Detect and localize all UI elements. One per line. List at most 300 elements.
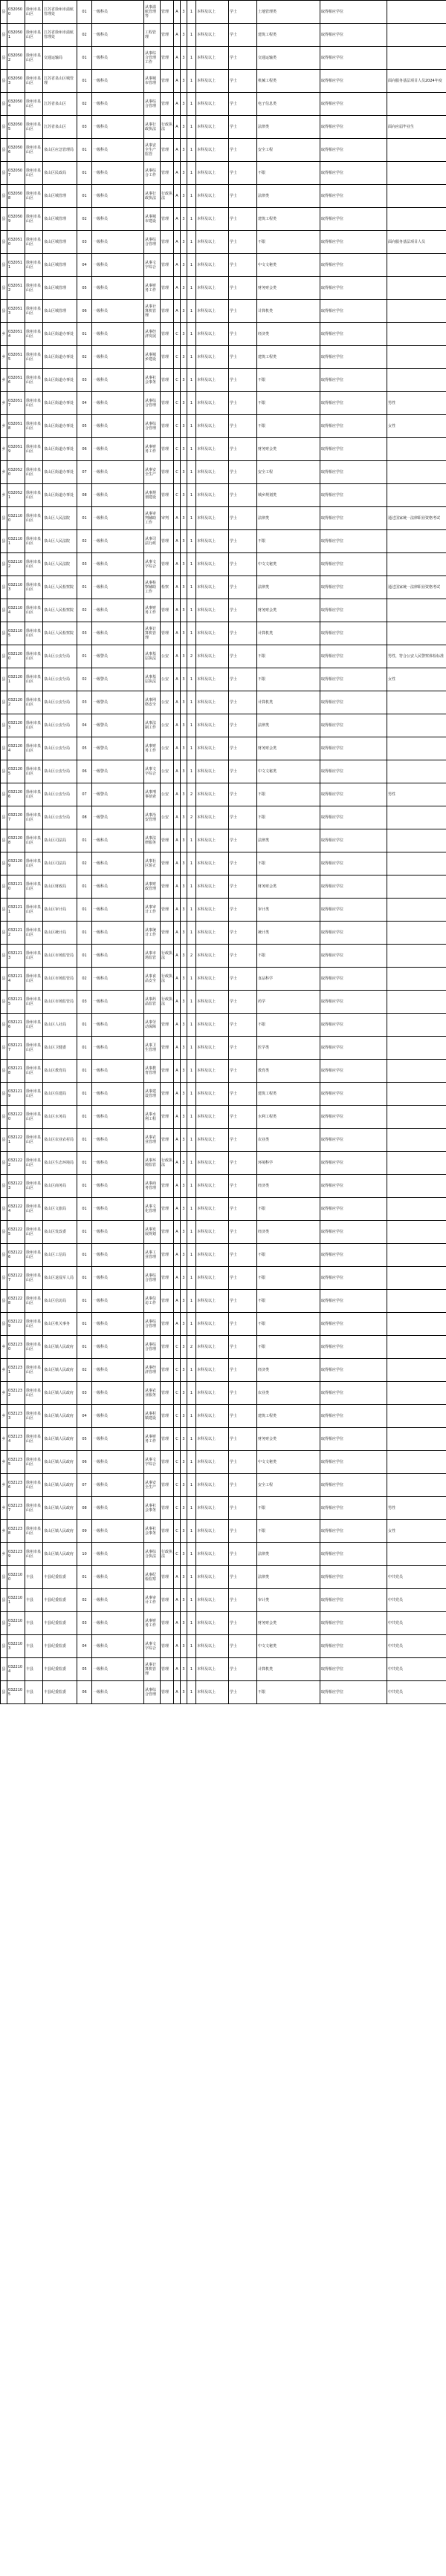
- table-cell: 取得相应学位: [320, 24, 387, 47]
- table-cell: 从事卫生管理: [144, 1037, 161, 1060]
- table-cell: 从事财务工作: [144, 1612, 161, 1635]
- table-cell: 3: [181, 622, 187, 645]
- table-cell: 泉山区财政局: [43, 875, 77, 899]
- table-cell: 计算机类: [257, 1658, 320, 1681]
- table-cell: 0321212: [7, 922, 25, 945]
- table-cell: 徐州市泉山区: [25, 783, 43, 806]
- table-cell: 法律类: [257, 829, 320, 852]
- table-cell: 3: [181, 1083, 187, 1106]
- table-cell: 1: [187, 1267, 196, 1290]
- table-cell: [387, 852, 446, 875]
- table-cell: 1: [187, 1497, 196, 1520]
- table-cell: 法律类: [257, 1566, 320, 1589]
- table-cell: 泉山区教育局: [43, 1060, 77, 1083]
- table-cell: 学士: [229, 1382, 257, 1405]
- table-cell: 从事安全生产监管: [144, 139, 161, 162]
- table-cell: [387, 277, 446, 300]
- table-cell: 不限: [257, 1267, 320, 1290]
- table-cell: 管理: [161, 1221, 174, 1244]
- table-cell: 学士: [229, 461, 257, 484]
- table-cell: 一级科员: [92, 507, 144, 530]
- table-cell: A: [174, 1267, 181, 1290]
- table-cell: [387, 484, 446, 507]
- table-cell: 3: [181, 968, 187, 991]
- table-cell: 本科及以上: [196, 1037, 229, 1060]
- table-cell: 3: [181, 1014, 187, 1037]
- table-cell: 本科及以上: [196, 1313, 229, 1336]
- table-cell: 本科及以上: [196, 484, 229, 507]
- table-cell: 0322100: [7, 1566, 25, 1589]
- table-cell: [387, 1221, 446, 1244]
- table-cell: 1: [187, 1313, 196, 1336]
- table-row: [1, 1359, 446, 1382]
- table-cell: 本科及以上: [196, 438, 229, 461]
- table-cell: 取得相应学位: [320, 1359, 387, 1382]
- table-cell: 一级科员: [92, 945, 144, 968]
- table-row: [1, 622, 446, 645]
- table-row: [1, 1083, 446, 1106]
- table-cell: 从事财务工作: [144, 737, 161, 760]
- table-cell: 不限: [257, 852, 320, 875]
- table-cell: 1: [187, 968, 196, 991]
- table-row: [1, 1175, 446, 1198]
- table-cell: 取得相应学位: [320, 1, 387, 24]
- table-cell: 1: [187, 438, 196, 461]
- table-cell: 不限: [257, 806, 320, 829]
- table-cell: 管理: [161, 461, 174, 484]
- table-cell: 01: [77, 829, 92, 852]
- table-cell: 取得相应学位: [320, 1129, 387, 1152]
- table-cell: 县: [1, 714, 7, 737]
- table-cell: 一级科员: [92, 1290, 144, 1313]
- table-cell: A: [174, 185, 181, 208]
- table-cell: 不限: [257, 1244, 320, 1267]
- table-cell: 徐州市泉山区: [25, 116, 43, 139]
- table-cell: 泉山区公安分局: [43, 737, 77, 760]
- table-cell: 徐州市泉山区: [25, 1014, 43, 1037]
- table-cell: [387, 139, 446, 162]
- table-cell: 0321101: [7, 530, 25, 553]
- table-cell: 管理: [161, 1014, 174, 1037]
- table-cell: 01: [77, 1060, 92, 1083]
- table-cell: 乡: [1, 1474, 7, 1497]
- table-cell: 学士: [229, 70, 257, 93]
- table-cell: 3: [181, 783, 187, 806]
- table-cell: 徐州市泉山区: [25, 1221, 43, 1244]
- table-cell: 泉山区公安分局: [43, 714, 77, 737]
- table-cell: 一级警员: [92, 806, 144, 829]
- table-cell: 不限: [257, 415, 320, 438]
- table-cell: A: [174, 1037, 181, 1060]
- table-cell: 公安: [161, 668, 174, 691]
- table-cell: 1: [187, 1589, 196, 1612]
- table-cell: 0322105: [7, 1681, 25, 1704]
- table-cell: 安全工程: [257, 139, 320, 162]
- table-cell: [387, 300, 446, 323]
- table-row: [1, 1313, 446, 1336]
- table-cell: 一级科员: [92, 1589, 144, 1612]
- table-cell: 不限: [257, 1520, 320, 1543]
- table-cell: 徐州市泉山区: [25, 1, 43, 24]
- table-cell: 泉山区信访局: [43, 1290, 77, 1313]
- table-cell: 从事检察辅助工作: [144, 576, 161, 599]
- table-cell: [387, 1382, 446, 1405]
- table-cell: 从事审计工作: [144, 1589, 161, 1612]
- table-cell: 一级科员: [92, 1060, 144, 1083]
- table-cell: 3: [181, 1589, 187, 1612]
- table-cell: A: [174, 1244, 181, 1267]
- table-cell: 丰县: [25, 1658, 43, 1681]
- table-cell: 3: [181, 1267, 187, 1290]
- table-cell: 0320520: [7, 461, 25, 484]
- table-cell: 从事基层执法: [144, 645, 161, 668]
- table-cell: 3: [181, 438, 187, 461]
- table-cell: 1: [187, 530, 196, 553]
- table-cell: [387, 1451, 446, 1474]
- table-cell: 3: [181, 645, 187, 668]
- table-cell: 学士: [229, 806, 257, 829]
- table-cell: 行政执法: [161, 968, 174, 991]
- table-cell: 财务财会类: [257, 1612, 320, 1635]
- table-cell: 0321105: [7, 622, 25, 645]
- table-cell: 学士: [229, 1, 257, 24]
- table-cell: 3: [181, 1428, 187, 1451]
- table-cell: 02: [77, 24, 92, 47]
- table-cell: 泉山区公安分局: [43, 691, 77, 714]
- table-cell: 从事药品监管: [144, 991, 161, 1014]
- table-cell: 0322101: [7, 1589, 25, 1612]
- table-cell: 县: [1, 277, 7, 300]
- table-cell: 一级科员: [92, 208, 144, 231]
- table-cell: 01: [77, 1037, 92, 1060]
- table-cell: 财务财会类: [257, 438, 320, 461]
- table-cell: 泉山区城管理: [43, 277, 77, 300]
- table-cell: 1: [187, 576, 196, 599]
- table-cell: 中共党员: [387, 1635, 446, 1658]
- table-cell: [387, 24, 446, 47]
- table-cell: 县: [1, 1290, 7, 1313]
- table-cell: 1: [187, 323, 196, 346]
- table-cell: 不限: [257, 945, 320, 968]
- table-cell: 管理: [161, 1198, 174, 1221]
- table-cell: 3: [181, 576, 187, 599]
- table-cell: 01: [77, 875, 92, 899]
- table-cell: 县: [1, 1658, 7, 1681]
- table-cell: 徐州市泉山区: [25, 1405, 43, 1428]
- table-cell: 县: [1, 93, 7, 116]
- table-cell: 3: [181, 691, 187, 714]
- table-cell: 县: [1, 162, 7, 185]
- table-cell: 3: [181, 300, 187, 323]
- table-cell: 1: [187, 922, 196, 945]
- table-cell: 不限: [257, 645, 320, 668]
- table-row: [1, 346, 446, 369]
- table-cell: 学士: [229, 1313, 257, 1336]
- table-cell: 县: [1, 185, 7, 208]
- table-cell: 县: [1, 1635, 7, 1658]
- table-cell: 一级科员: [92, 392, 144, 415]
- table-cell: 学士: [229, 185, 257, 208]
- table-cell: 0320514: [7, 323, 25, 346]
- table-cell: 学士: [229, 1543, 257, 1566]
- table-cell: 中文文秘类: [257, 1451, 320, 1474]
- table-cell: 泉山区住建局: [43, 1083, 77, 1106]
- table-cell: 3: [181, 162, 187, 185]
- table-cell: C: [174, 323, 181, 346]
- table-cell: 1: [187, 1060, 196, 1083]
- table-cell: 3: [181, 668, 187, 691]
- table-cell: 徐州市泉山区: [25, 300, 43, 323]
- table-cell: 学士: [229, 599, 257, 622]
- table-cell: 1: [187, 1474, 196, 1497]
- table-cell: 0321216: [7, 1014, 25, 1037]
- table-cell: 女性: [387, 668, 446, 691]
- table-cell: 一级科员: [92, 70, 144, 93]
- table-cell: 学士: [229, 968, 257, 991]
- table-cell: 管理: [161, 1520, 174, 1543]
- table-cell: 本科及以上: [196, 1451, 229, 1474]
- table-cell: 01: [77, 1083, 92, 1106]
- table-cell: 丰县纪委监委: [43, 1566, 77, 1589]
- table-cell: 统计类: [257, 922, 320, 945]
- table-cell: 从事综合管理: [144, 231, 161, 254]
- table-cell: 泉山区城管理: [43, 231, 77, 254]
- table-cell: 学士: [229, 1405, 257, 1428]
- table-cell: 县: [1, 1152, 7, 1175]
- table-cell: 01: [77, 1198, 92, 1221]
- table-cell: 3: [181, 1474, 187, 1497]
- table-cell: 3: [181, 806, 187, 829]
- table-cell: [387, 1060, 446, 1083]
- table-cell: 县: [1, 1244, 7, 1267]
- table-cell: 本科及以上: [196, 1106, 229, 1129]
- table-cell: 0320503: [7, 70, 25, 93]
- table-cell: 本科及以上: [196, 507, 229, 530]
- table-cell: 管理: [161, 1037, 174, 1060]
- table-cell: 3: [181, 922, 187, 945]
- table-cell: 学士: [229, 438, 257, 461]
- table-cell: 3: [181, 1060, 187, 1083]
- table-cell: 本科及以上: [196, 760, 229, 783]
- table-cell: 学士: [229, 116, 257, 139]
- table-cell: 3: [181, 1359, 187, 1382]
- table-cell: [387, 1428, 446, 1451]
- table-cell: 本科及以上: [196, 1152, 229, 1175]
- table-cell: [387, 829, 446, 852]
- table-cell: 取得相应学位: [320, 1175, 387, 1198]
- table-cell: 01: [77, 1313, 92, 1336]
- table-row: [1, 47, 446, 70]
- table-cell: 取得相应学位: [320, 1382, 387, 1405]
- table-cell: [387, 1, 446, 24]
- table-cell: 从事统计工作: [144, 922, 161, 945]
- table-cell: 0321210: [7, 875, 25, 899]
- table-cell: 中共党员: [387, 1658, 446, 1681]
- table-cell: 学士: [229, 47, 257, 70]
- table-cell: 泉山区统计局: [43, 922, 77, 945]
- table-cell: 学士: [229, 945, 257, 968]
- table-cell: 取得相应学位: [320, 783, 387, 806]
- table-cell: 安全工程: [257, 1474, 320, 1497]
- table-cell: 一级科员: [92, 1198, 144, 1221]
- table-cell: 从事市场监管: [144, 945, 161, 968]
- table-cell: 本科及以上: [196, 829, 229, 852]
- table-cell: 取得相应学位: [320, 47, 387, 70]
- table-cell: 一级科员: [92, 162, 144, 185]
- table-cell: 学士: [229, 1566, 257, 1589]
- table-cell: 从事食品安全: [144, 968, 161, 991]
- table-cell: A: [174, 1083, 181, 1106]
- table-cell: 1: [187, 162, 196, 185]
- table-cell: 取得相应学位: [320, 392, 387, 415]
- table-cell: 取得相应学位: [320, 1589, 387, 1612]
- table-row: [1, 484, 446, 507]
- table-cell: 0321238: [7, 1520, 25, 1543]
- table-cell: 管理: [161, 875, 174, 899]
- table-cell: 本科及以上: [196, 714, 229, 737]
- table-cell: 04: [77, 714, 92, 737]
- table-cell: 0320521: [7, 484, 25, 507]
- table-cell: 0320515: [7, 346, 25, 369]
- table-cell: 中文文秘类: [257, 1635, 320, 1658]
- table-cell: 取得相应学位: [320, 139, 387, 162]
- table-cell: 泉山区机关事务: [43, 1313, 77, 1336]
- table-cell: 0321233: [7, 1405, 25, 1428]
- table-cell: 管理: [161, 1267, 174, 1290]
- table-cell: 从事安全生产: [144, 461, 161, 484]
- table-cell: 学士: [229, 1658, 257, 1681]
- table-cell: 1: [187, 852, 196, 875]
- table-row: [1, 1290, 446, 1313]
- table-cell: A: [174, 1198, 181, 1221]
- table-cell: 取得相应学位: [320, 1221, 387, 1244]
- table-cell: 不限: [257, 1014, 320, 1037]
- table-cell: 从事经济管理: [144, 1359, 161, 1382]
- table-cell: 3: [181, 852, 187, 875]
- table-cell: 本科及以上: [196, 645, 229, 668]
- table-cell: [387, 1152, 446, 1175]
- table-cell: 0321221: [7, 1129, 25, 1152]
- table-cell: 药学: [257, 991, 320, 1014]
- table-cell: 从事教育管理: [144, 1060, 161, 1083]
- table-cell: 3: [181, 875, 187, 899]
- table-cell: 取得相应学位: [320, 1612, 387, 1635]
- table-cell: 本科及以上: [196, 392, 229, 415]
- table-cell: 1: [187, 70, 196, 93]
- table-cell: 管理: [161, 922, 174, 945]
- table-row: [1, 93, 446, 116]
- table-row: [1, 1474, 446, 1497]
- table-cell: 本科及以上: [196, 323, 229, 346]
- table-cell: A: [174, 645, 181, 668]
- table-cell: 本科及以上: [196, 991, 229, 1014]
- table-cell: 不限: [257, 1336, 320, 1359]
- table-row: [1, 392, 446, 415]
- table-cell: 本科及以上: [196, 1520, 229, 1543]
- table-cell: 县: [1, 1, 7, 24]
- table-cell: 学士: [229, 1681, 257, 1704]
- table-cell: 1: [187, 369, 196, 392]
- table-cell: 1: [187, 1014, 196, 1037]
- table-cell: 财务财会类: [257, 737, 320, 760]
- table-cell: A: [174, 968, 181, 991]
- table-cell: 徐州市泉山区: [25, 714, 43, 737]
- table-cell: 法律类: [257, 507, 320, 530]
- table-cell: 泉山区市场监管局: [43, 945, 77, 968]
- table-row: [1, 369, 446, 392]
- table-cell: 财务财会类: [257, 277, 320, 300]
- table-cell: 3: [181, 1382, 187, 1405]
- table-row: [1, 162, 446, 185]
- table-cell: 取得相应学位: [320, 1497, 387, 1520]
- table-cell: 徐州市泉山区: [25, 530, 43, 553]
- table-cell: 取得相应学位: [320, 346, 387, 369]
- table-body: [1, 1, 446, 1704]
- table-cell: 本科及以上: [196, 968, 229, 991]
- table-cell: 一级科员: [92, 1083, 144, 1106]
- table-cell: 电子信息类: [257, 93, 320, 116]
- table-cell: 01: [77, 576, 92, 599]
- table-cell: 土地管理类: [257, 1, 320, 24]
- table-cell: 泉山区镇人民政府: [43, 1428, 77, 1451]
- table-cell: [387, 254, 446, 277]
- table-cell: 管理: [161, 553, 174, 576]
- table-cell: 学士: [229, 392, 257, 415]
- table-cell: 学士: [229, 1451, 257, 1474]
- table-cell: 1: [187, 829, 196, 852]
- table-cell: 3: [181, 829, 187, 852]
- table-cell: 县: [1, 1014, 7, 1037]
- table-cell: 中共党员: [387, 1681, 446, 1704]
- table-row: [1, 139, 446, 162]
- table-cell: 1: [187, 507, 196, 530]
- table-cell: 一级科员: [92, 461, 144, 484]
- table-cell: 1: [187, 1129, 196, 1152]
- table-cell: 管理: [161, 599, 174, 622]
- table-cell: 08: [77, 806, 92, 829]
- table-cell: 本科及以上: [196, 530, 229, 553]
- table-cell: 一级科员: [92, 1129, 144, 1152]
- table-cell: 05: [77, 277, 92, 300]
- table-cell: 一级科员: [92, 922, 144, 945]
- table-cell: 取得相应学位: [320, 852, 387, 875]
- table-row: [1, 415, 446, 438]
- table-cell: 0320510: [7, 231, 25, 254]
- table-cell: 2: [187, 783, 196, 806]
- table-cell: 乡: [1, 369, 7, 392]
- table-cell: 学士: [229, 852, 257, 875]
- table-cell: 农业类: [257, 1129, 320, 1152]
- table-cell: 本科及以上: [196, 1382, 229, 1405]
- table-cell: 县: [1, 1175, 7, 1198]
- table-cell: 建筑工程类: [257, 1405, 320, 1428]
- table-cell: 公安: [161, 783, 174, 806]
- table-cell: 徐州市泉山区: [25, 991, 43, 1014]
- table-cell: 中共党员: [387, 1612, 446, 1635]
- table-cell: 取得相应学位: [320, 829, 387, 852]
- table-cell: 从事社区矫正: [144, 852, 161, 875]
- table-cell: C: [174, 1497, 181, 1520]
- table-cell: 县: [1, 645, 7, 668]
- table-cell: 0321222: [7, 1152, 25, 1175]
- table-cell: 县: [1, 1060, 7, 1083]
- table-cell: [387, 922, 446, 945]
- table-cell: 本科及以上: [196, 139, 229, 162]
- table-cell: 1: [187, 1566, 196, 1589]
- table-cell: 财务财会类: [257, 599, 320, 622]
- table-row: [1, 783, 446, 806]
- table-cell: 从事城市建设: [144, 208, 161, 231]
